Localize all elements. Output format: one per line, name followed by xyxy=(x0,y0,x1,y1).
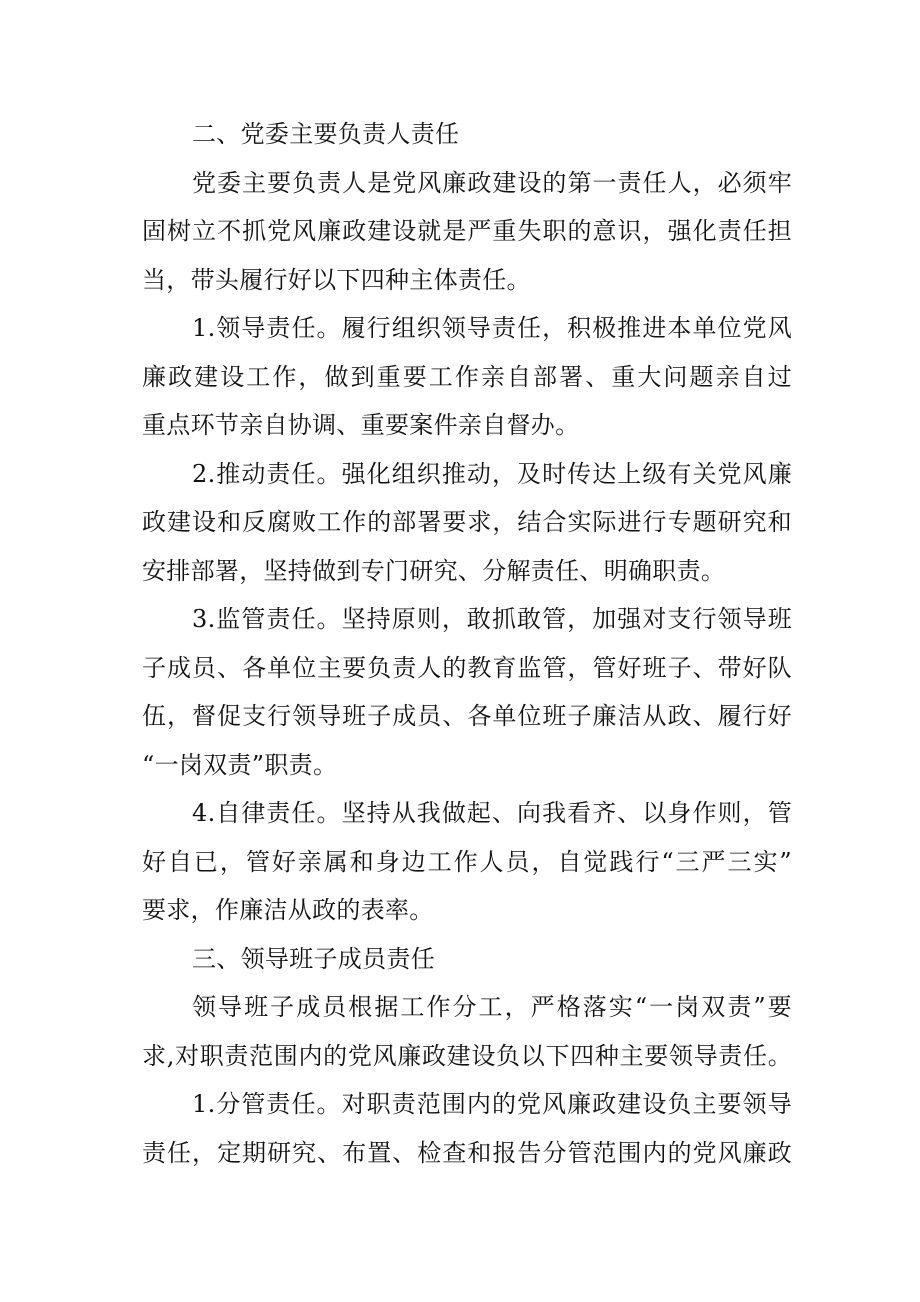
paragraph-line: 领导班子成员根据工作分工，严格落实“一岗双责”要 xyxy=(192,993,792,1021)
paragraph-line: 3.监管责任。坚持原则，敢抓敢管，加强对支行领导班 xyxy=(192,605,792,633)
item-oversight-responsibility xyxy=(142,1080,792,1177)
paragraph-line: 2.推动责任。强化组织推动，及时传达上级有关党风廉 xyxy=(192,459,792,488)
paragraph-line: 要求，作廉洁从政的表率。 xyxy=(142,896,434,924)
paragraph-line: 当，带头履行好以下四种主体责任。 xyxy=(142,265,531,294)
paragraph-line: 责任，定期研究、布置、检查和报告分管范围内的党风廉政 xyxy=(142,1138,792,1167)
paragraph-line: 1.分管责任。对职责范围内的党风廉政建设负主要领导 xyxy=(192,1090,792,1118)
paragraph-line: 重点环节亲自协调、重要案件亲自督办。 xyxy=(142,411,580,439)
item-supervision-responsibility xyxy=(142,595,792,789)
paragraph-line: 子成员、各单位主要负责人的教育监管，管好班子、带好队 xyxy=(142,653,792,682)
paragraph-line: 党委主要负责人是党风廉政建设的第一责任人，必须牢 xyxy=(192,168,792,197)
paragraph-line: 好自已，管好亲属和身边工作人员，自觉践行“三严三实” xyxy=(142,847,792,876)
paragraph-line: 求,对职责范围内的党风廉政建设负以下四种主要领导责任。 xyxy=(142,1041,792,1070)
item-leadership-responsibility xyxy=(142,304,792,450)
section-heading-2: 二、党委主要负责人责任 xyxy=(192,120,460,148)
paragraph-line: 固树立不抓党风廉政建设就是严重失职的意识，强化责任担 xyxy=(142,217,792,245)
item-self-discipline-responsibility xyxy=(142,789,792,935)
paragraph-line: 廉政建设工作，做到重要工作亲自部署、重大问题亲自过 xyxy=(142,362,792,391)
section2-intro-paragraph xyxy=(142,159,792,305)
document-body xyxy=(142,110,792,1177)
item-promotion-responsibility xyxy=(142,450,792,596)
paragraph-line: 1.领导责任。履行组织领导责任，积极推进本单位党风 xyxy=(192,314,792,342)
paragraph-line: 伍，督促支行领导班子成员、各单位班子廉洁从政、履行好 xyxy=(142,702,792,730)
paragraph-line: 安排部署，坚持做到专门研究、分解责任、明确职责。 xyxy=(142,556,726,585)
section3-intro-paragraph xyxy=(142,983,792,1080)
paragraph-line: “一岗双责”职责。 xyxy=(142,750,338,779)
section-heading-3: 三、领导班子成员责任 xyxy=(192,944,435,973)
paragraph-line: 政建设和反腐败工作的部署要求，结合实际进行专题研究和 xyxy=(142,508,792,536)
paragraph-line: 4.自律责任。坚持从我做起、向我看齐、以身作则，管 xyxy=(192,799,792,827)
